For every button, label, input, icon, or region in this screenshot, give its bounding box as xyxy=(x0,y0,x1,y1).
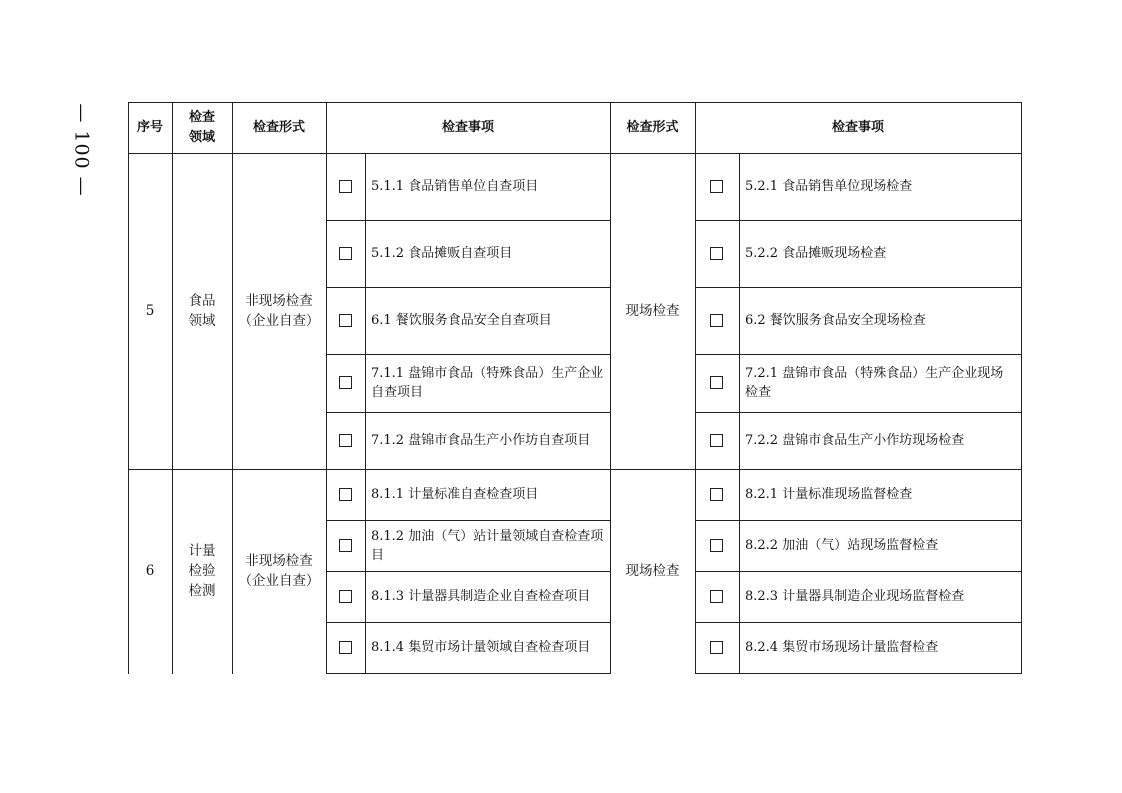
header-column-divider xyxy=(610,102,611,153)
group-column-divider xyxy=(695,153,696,470)
checkbox-left[interactable] xyxy=(339,590,352,603)
inspection-item-left: 5.1.1 食品销售单位自查项目 xyxy=(371,179,539,194)
header-form-left: 检查形式 xyxy=(252,119,305,135)
header-no: 序号 xyxy=(136,119,163,135)
checkbox-right[interactable] xyxy=(710,488,723,501)
inspection-item-left: 7.1.1 盘锦市食品（特殊食品）生产企业自查项目 xyxy=(371,366,604,400)
inspection-item-right: 8.2.1 计量标准现场监督检查 xyxy=(745,487,913,502)
checkbox-left[interactable] xyxy=(339,247,352,260)
inspection-item-right: 8.2.2 加油（气）站现场监督检查 xyxy=(745,538,939,553)
group-form-left: 非现场检查 （企业自查） xyxy=(238,293,320,329)
checkbox-right[interactable] xyxy=(710,180,723,193)
inspection-item-right: 8.2.4 集贸市场现场计量监督检查 xyxy=(745,640,939,655)
inspection-item-right: 6.2 餐饮服务食品安全现场检查 xyxy=(745,313,926,328)
checkbox-left[interactable] xyxy=(339,180,352,193)
checkbox-right[interactable] xyxy=(710,539,723,552)
checkbox-right[interactable] xyxy=(710,434,723,447)
checkbox-right[interactable] xyxy=(710,590,723,603)
checkbox-left[interactable] xyxy=(339,314,352,327)
header-domain: 检查 领域 xyxy=(188,109,215,145)
header-column-divider xyxy=(695,102,696,153)
group-column-divider xyxy=(232,153,233,470)
inspection-item-right: 5.2.1 食品销售单位现场检查 xyxy=(745,179,913,194)
inspection-item-left: 5.1.2 食品摊贩自查项目 xyxy=(371,246,513,261)
checkbox-right[interactable] xyxy=(710,314,723,327)
group-column-divider xyxy=(232,469,233,674)
group-form-left: 非现场检查 （企业自查） xyxy=(238,553,320,589)
inspection-item-left: 6.1 餐饮服务食品安全自查项目 xyxy=(371,313,552,328)
header-column-divider xyxy=(1021,102,1022,153)
inspection-item-left: 8.1.2 加油（气）站计量领域自查检查项目 xyxy=(371,528,604,563)
table-top-border xyxy=(128,102,1022,103)
checkbox-right[interactable] xyxy=(710,641,723,654)
inspection-item-left: 8.1.1 计量标准自查检查项目 xyxy=(371,487,539,502)
header-column-divider xyxy=(326,102,327,153)
checkbox-left[interactable] xyxy=(339,539,352,552)
group-number: 6 xyxy=(145,563,155,579)
header-items-left: 检查事项 xyxy=(441,119,494,135)
checkbox-right[interactable] xyxy=(710,376,723,389)
inspection-item-left: 7.1.2 盘锦市食品生产小作坊自查项目 xyxy=(371,433,591,448)
group-column-divider xyxy=(1021,153,1022,470)
checkbox-left[interactable] xyxy=(339,641,352,654)
header-column-divider xyxy=(172,102,173,153)
checkbox-left[interactable] xyxy=(339,488,352,501)
inspection-item-left: 8.1.3 计量器具制造企业自查检查项目 xyxy=(371,589,591,604)
group-column-divider xyxy=(172,469,173,674)
inspection-item-right: 7.2.1 盘锦市食品（特殊食品）生产企业现场检查 xyxy=(745,366,1004,400)
group-domain: 计量 检验 检测 xyxy=(188,543,216,599)
checkbox-left[interactable] xyxy=(339,376,352,389)
group-number: 5 xyxy=(145,303,155,319)
inspection-item-left: 8.1.4 集贸市场计量领域自查检查项目 xyxy=(371,640,591,655)
inspection-item-right: 7.2.2 盘锦市食品生产小作坊现场检查 xyxy=(745,433,965,448)
group-column-divider xyxy=(610,153,611,470)
inspection-item-right: 8.2.3 计量器具制造企业现场监督检查 xyxy=(745,589,965,604)
header-form-right: 检查形式 xyxy=(626,119,679,135)
items-right-bottom-border xyxy=(695,673,1022,674)
group-column-divider xyxy=(172,153,173,470)
checkbox-left[interactable] xyxy=(339,434,352,447)
group-form-right: 现场检查 xyxy=(625,563,680,579)
header-column-divider xyxy=(128,102,129,153)
group-domain: 食品 领域 xyxy=(188,293,216,329)
group-form-right: 现场检查 xyxy=(625,303,680,319)
group-column-divider xyxy=(128,153,129,470)
inspection-item-right: 5.2.2 食品摊贩现场检查 xyxy=(745,246,887,261)
group-column-divider xyxy=(128,469,129,674)
header-column-divider xyxy=(232,102,233,153)
items-left-bottom-border xyxy=(326,673,611,674)
checkbox-right[interactable] xyxy=(710,247,723,260)
page-number: — 100 — xyxy=(71,103,94,197)
header-items-right: 检查事项 xyxy=(831,119,884,135)
group-column-divider xyxy=(326,153,327,470)
